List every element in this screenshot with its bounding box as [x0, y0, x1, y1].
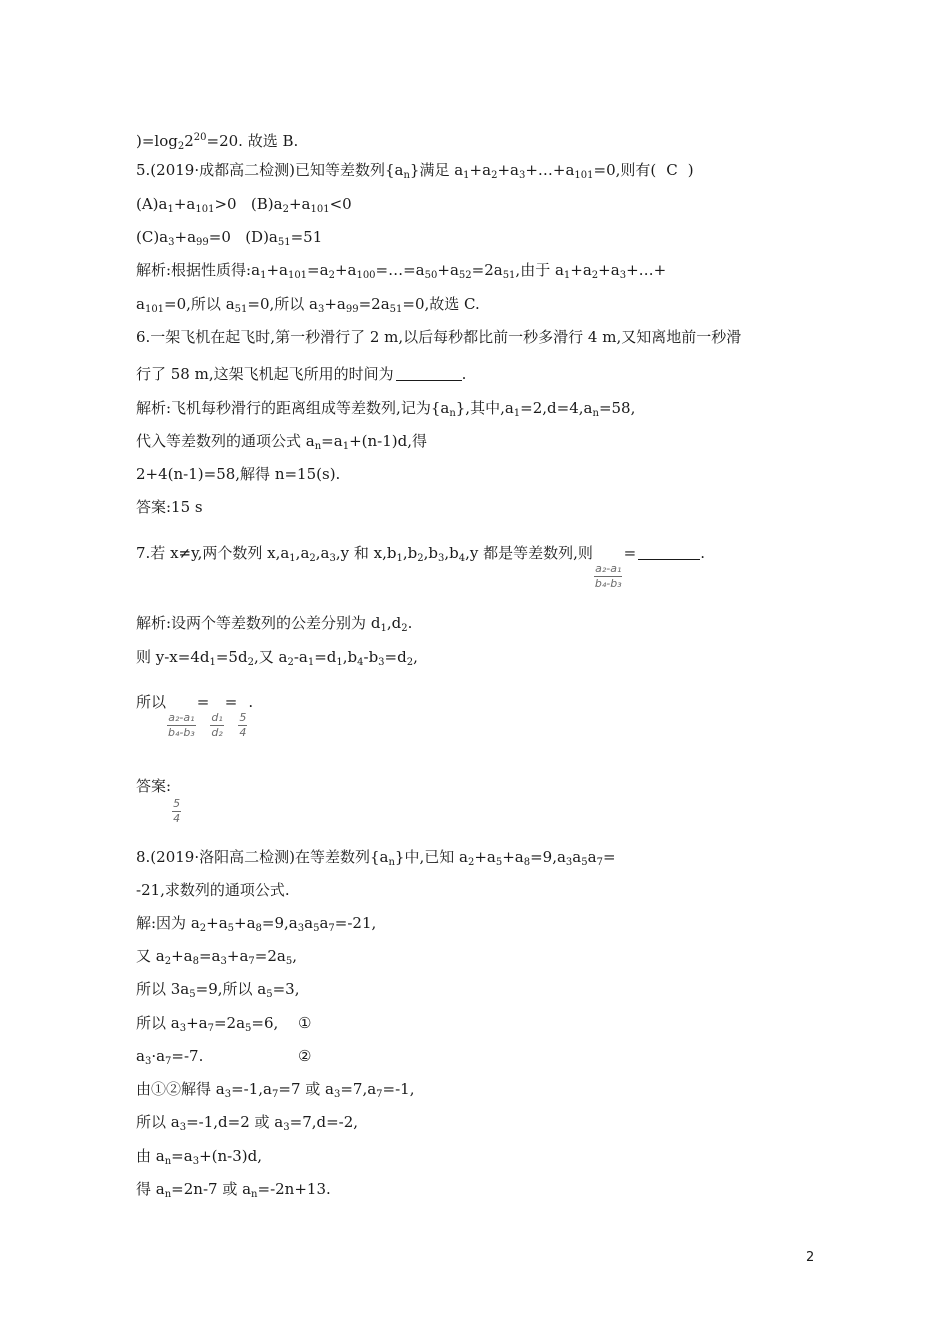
text-fragment: a [587, 848, 597, 866]
question-7-solution-2 [136, 647, 418, 673]
text-fragment: 3 [619, 270, 627, 281]
text-fragment: 2+4(n-1)=58,解得 n=15(s). [136, 465, 341, 483]
answer-blank [396, 366, 462, 381]
text-fragment: =-1,d=2 或 a [186, 1113, 284, 1131]
text-fragment: 101 [195, 204, 215, 215]
question-8-stem-2 [136, 880, 290, 900]
text-fragment: 3 [192, 1156, 200, 1167]
text-fragment: =7,a [340, 1080, 377, 1098]
text-fragment: ② [298, 1047, 312, 1065]
question-8-step-4 [136, 1013, 278, 1039]
text-fragment: +a [206, 914, 228, 932]
text-fragment: <0 [329, 195, 352, 213]
question-7-solution-3 [136, 692, 253, 739]
question-7-stem [136, 543, 705, 590]
text-fragment: 1 [380, 623, 387, 634]
text-fragment: 2 [309, 553, 316, 564]
text-fragment: 1 [209, 657, 216, 668]
text-fragment: 1 [342, 441, 350, 452]
question-7-solution-1 [136, 613, 412, 639]
fraction [167, 712, 196, 739]
text-fragment: 3 [224, 1089, 232, 1100]
text-fragment: = [602, 848, 616, 866]
question-8-step-5 [136, 1046, 203, 1072]
text-fragment: 3 [179, 1122, 187, 1133]
text-fragment: ,由于 a [515, 261, 564, 279]
text-fragment: 52 [458, 270, 472, 281]
text-fragment: =0,则有( [593, 161, 657, 179]
text-fragment: (C)a [136, 228, 169, 246]
text-fragment: 99 [345, 304, 359, 315]
text-fragment: 3 [297, 923, 305, 934]
text-fragment: 7.若 x≠y,两个数列 x,a [136, 544, 290, 562]
text-fragment: +a [324, 295, 346, 313]
text-fragment: 2 [491, 170, 498, 181]
text-fragment: 5 [581, 857, 588, 868]
text-fragment: ,y 都是等差数列,则 [465, 544, 593, 562]
text-fragment: (A)a [136, 195, 168, 213]
text-fragment: 2 [164, 956, 172, 967]
text-fragment: 51 [277, 237, 291, 248]
text-fragment: 4 [239, 726, 247, 739]
text-fragment: 8 [192, 956, 199, 967]
question-8-step-7 [136, 1112, 358, 1138]
text-fragment: =d [314, 648, 337, 666]
text-fragment: 2 [177, 141, 185, 152]
question-6-stem-2 [136, 364, 466, 384]
text-fragment: = [224, 693, 238, 711]
fraction [238, 712, 247, 739]
text-fragment: 101 [287, 270, 308, 281]
text-fragment: 所以 a [136, 1014, 180, 1032]
text-line [136, 128, 298, 157]
text-fragment: . [461, 365, 467, 383]
text-fragment: +(n-3)d, [199, 1147, 262, 1165]
fraction [210, 712, 223, 739]
equation-marker-2 [298, 1046, 311, 1066]
text-fragment: 1 [396, 553, 403, 564]
text-fragment: =a [171, 1147, 193, 1165]
text-fragment: )=log [136, 132, 178, 150]
text-fragment: . [700, 544, 705, 562]
question-8-step-1 [136, 913, 376, 939]
text-fragment: =-7. [171, 1047, 204, 1065]
text-fragment: 6.一架飞机在起飞时,第一秒滑行了 2 m,以后每秒都比前一秒多滑行 4 m,又知离地前一秒滑 [136, 328, 742, 346]
question-6-stem-1 [136, 327, 741, 347]
text-fragment: 5.(2019·成都高二检测)已知等差数列{a [136, 161, 404, 179]
text-fragment: 5 [173, 797, 181, 810]
text-fragment: +a [598, 261, 620, 279]
text-fragment: =a [198, 947, 221, 965]
question-8-step-8 [136, 1146, 262, 1172]
text-fragment: 3 [333, 1089, 341, 1100]
question-5-options-cd [136, 227, 322, 253]
text-fragment: =9,所以 a [195, 980, 267, 998]
text-fragment: 1 [289, 553, 296, 564]
text-fragment: n [164, 1189, 172, 1200]
text-fragment: 51 [502, 270, 516, 281]
text-fragment: =0,故选 C. [402, 295, 480, 313]
question-5-options-ab [136, 194, 352, 220]
question-6-solution-1 [136, 398, 635, 424]
text-fragment: 7 [248, 956, 255, 967]
text-fragment: 2 [282, 204, 289, 215]
question-5-stem [136, 160, 694, 186]
text-fragment: ,y 和 x,b [335, 544, 397, 562]
text-fragment: 20 [193, 132, 207, 143]
text-fragment: n [403, 170, 410, 181]
text-fragment: 2 [401, 623, 408, 634]
text-fragment: 解析:飞机每秒滑行的距离组成等差数列,记为{a [136, 399, 450, 417]
text-fragment: a [304, 914, 314, 932]
text-fragment: 2 [184, 132, 194, 150]
text-fragment: -21,求数列的通项公式. [136, 881, 290, 899]
text-fragment: n [449, 408, 456, 419]
text-fragment: =2,d=4,a [520, 399, 593, 417]
text-fragment: ,又 a [253, 648, 288, 666]
text-fragment: 由 a [136, 1147, 165, 1165]
text-fragment: +a [173, 195, 196, 213]
text-fragment: (B)a [250, 195, 283, 213]
text-fragment: 1 [513, 408, 521, 419]
text-fragment: ,b [342, 648, 358, 666]
text-fragment: },其中,a [455, 399, 514, 417]
text-fragment: 7 [376, 1089, 383, 1100]
text-fragment: >0 [214, 195, 237, 213]
text-fragment: 5 [239, 711, 247, 724]
text-fragment: +a [266, 261, 288, 279]
text-fragment: 所以 a [136, 1113, 180, 1131]
question-7-answer [136, 776, 182, 825]
text-fragment: 101 [574, 170, 594, 181]
text-fragment: 3 [168, 237, 175, 248]
text-fragment: 5 [313, 923, 320, 934]
text-fragment: 4 [458, 553, 466, 564]
text-fragment: 解:因为 a [136, 914, 200, 932]
text-fragment: 由①②解得 a [136, 1080, 225, 1098]
text-fragment: . [407, 614, 413, 632]
text-fragment: ,b [444, 544, 459, 562]
text-fragment: = [196, 693, 210, 711]
text-fragment: 50 [424, 270, 438, 281]
text-fragment: }中,已知 a [394, 848, 468, 866]
text-fragment: }满足 a [409, 161, 464, 179]
text-fragment: =2a [213, 1014, 246, 1032]
text-fragment: 答案: [136, 777, 172, 795]
text-fragment: a [136, 295, 145, 313]
text-fragment: =20. 故选 B. [206, 132, 299, 150]
text-fragment: a₂-a₁ [168, 711, 195, 724]
text-fragment: 3 [179, 1023, 187, 1034]
text-fragment: =58, [598, 399, 636, 417]
text-fragment: -a [293, 648, 308, 666]
text-fragment: +a [288, 195, 311, 213]
answer-blank [638, 545, 700, 560]
text-fragment: +a [570, 261, 592, 279]
text-fragment: ,a [295, 544, 310, 562]
question-5-solution-1 [136, 260, 666, 286]
text-fragment: 所以 [136, 693, 167, 711]
text-fragment: ,d [386, 614, 402, 632]
text-fragment: 所以 3a [136, 980, 190, 998]
text-fragment: 3 [565, 857, 573, 868]
text-fragment: 3 [317, 304, 325, 315]
text-fragment: 3 [378, 657, 385, 668]
text-fragment: 1 [463, 170, 470, 181]
text-fragment: =6, [251, 1014, 279, 1032]
question-6-solution-2 [136, 431, 427, 457]
text-fragment: 8 [523, 857, 531, 868]
text-fragment: 3 [437, 553, 445, 564]
text-fragment: 7 [596, 857, 603, 868]
text-fragment: b₄-b₃ [168, 726, 195, 739]
text-fragment: n [592, 408, 599, 419]
text-fragment: ·a [151, 1047, 166, 1065]
text-fragment: 1 [336, 657, 343, 668]
text-fragment: a [572, 848, 582, 866]
text-fragment: 则 y-x=4d [136, 648, 210, 666]
text-fragment: =…=a [375, 261, 425, 279]
text-fragment: =51 [290, 228, 323, 246]
text-fragment: n [164, 1156, 172, 1167]
fraction [594, 563, 623, 590]
question-8-step-9 [136, 1179, 331, 1205]
text-fragment: =2a [471, 261, 503, 279]
text-fragment: 得 a [136, 1180, 165, 1198]
text-fragment: 1 [307, 657, 315, 668]
text-fragment: =2a [254, 947, 286, 965]
text-fragment: =3, [272, 980, 300, 998]
text-fragment: +…+ [626, 261, 667, 279]
text-fragment: ① [298, 1014, 312, 1032]
text-fragment: 5 [227, 923, 235, 934]
text-fragment: 5 [245, 1023, 252, 1034]
text-fragment: 4 [173, 812, 181, 825]
text-fragment: =9,a [261, 914, 298, 932]
text-fragment: 8.(2019·洛阳高二检测)在等差数列{a [136, 848, 389, 866]
question-8-step-6 [136, 1079, 415, 1105]
text-fragment: 99 [196, 237, 209, 248]
text-fragment: n [314, 441, 322, 452]
text-fragment: = [623, 544, 637, 562]
text-fragment: b₄-b₃ [594, 577, 622, 590]
text-fragment: 2 [287, 657, 294, 668]
text-fragment: 5 [266, 989, 273, 1000]
text-fragment: +a [474, 848, 496, 866]
text-fragment: +a [171, 947, 193, 965]
text-fragment: +a [234, 914, 256, 932]
text-fragment: 5 [495, 857, 503, 868]
text-fragment: 2 [591, 270, 599, 281]
text-fragment: =0,所以 a [247, 295, 318, 313]
text-fragment: 2 [247, 657, 254, 668]
equation-marker-1 [298, 1013, 311, 1033]
text-fragment: 100 [356, 270, 376, 281]
text-fragment: =-21, [334, 914, 377, 932]
text-fragment: =-1, [382, 1080, 415, 1098]
text-fragment: 1 [563, 270, 571, 281]
text-fragment: +a [186, 1014, 208, 1032]
text-fragment: 解析:设两个等差数列的公差分别为 d [136, 614, 381, 632]
text-fragment: 3 [144, 1056, 152, 1067]
page-number: 2 [806, 1250, 815, 1265]
text-fragment: =-1,a [231, 1080, 272, 1098]
text-fragment: n [251, 1189, 258, 1200]
text-fragment: 7 [165, 1056, 172, 1067]
text-fragment: =0,所以 a [164, 295, 235, 313]
text-fragment: 51 [389, 304, 403, 315]
text-fragment: 5 [189, 989, 196, 1000]
text-fragment: +a [174, 228, 197, 246]
text-fragment: +a [497, 161, 519, 179]
text-fragment: 8 [255, 923, 262, 934]
text-fragment: ,b [423, 544, 438, 562]
text-fragment: +a [502, 848, 524, 866]
text-fragment: ,a [315, 544, 330, 562]
text-fragment: a₂-a₁ [595, 562, 622, 575]
text-fragment: +(n-1)d,得 [349, 432, 427, 450]
text-fragment: , [292, 947, 297, 965]
text-fragment: ,b [402, 544, 418, 562]
text-fragment: =2n-7 或 a [171, 1180, 252, 1198]
text-fragment: =a [307, 261, 329, 279]
text-fragment: 3 [518, 170, 526, 181]
text-fragment: d₂ [211, 726, 223, 739]
text-fragment: +a [226, 947, 249, 965]
text-fragment: 7 [328, 923, 335, 934]
text-fragment: -b [363, 648, 379, 666]
text-fragment: 2 [406, 657, 414, 668]
question-6-answer [136, 497, 203, 517]
text-fragment: . [248, 693, 254, 711]
text-fragment: 7 [207, 1023, 214, 1034]
text-fragment: d₁ [211, 711, 223, 724]
text-fragment: 代入等差数列的通项公式 a [136, 432, 315, 450]
text-fragment: a [136, 1047, 145, 1065]
text-fragment: 1 [260, 270, 267, 281]
text-fragment: 7 [272, 1089, 279, 1100]
text-fragment: 101 [310, 204, 330, 215]
question-8-step-2 [136, 946, 297, 972]
text-fragment: ) [687, 161, 694, 179]
text-fragment: 4 [357, 657, 364, 668]
text-fragment: +a [469, 161, 492, 179]
question-5-solution-2 [136, 294, 480, 320]
text-fragment: +a [437, 261, 459, 279]
text-fragment: =9,a [530, 848, 566, 866]
text-fragment: =a [321, 432, 343, 450]
text-fragment: 51 [234, 304, 248, 315]
question-6-solution-3 [136, 464, 340, 484]
text-fragment: (D)a [245, 228, 278, 246]
answer-letter: C [666, 161, 678, 179]
text-fragment: 2 [199, 923, 207, 934]
text-fragment: 行了 58 m,这架飞机起飞所用的时间为 [136, 365, 394, 383]
text-fragment: =d [384, 648, 407, 666]
text-fragment: a [319, 914, 329, 932]
text-fragment: 5 [285, 956, 293, 967]
text-fragment: +…+a [525, 161, 575, 179]
text-fragment: =2a [358, 295, 390, 313]
text-fragment: =7,d=-2, [289, 1113, 359, 1131]
text-fragment: =-2n+13. [257, 1180, 331, 1198]
text-fragment: 3 [283, 1122, 290, 1133]
text-fragment: , [413, 648, 418, 666]
text-fragment: =0 [208, 228, 231, 246]
text-fragment: 2 [417, 553, 424, 564]
text-fragment: =7 或 a [278, 1080, 334, 1098]
question-8-step-3 [136, 979, 300, 1005]
text-fragment: 3 [329, 553, 336, 564]
text-fragment: n [388, 857, 395, 868]
text-fragment: 3 [220, 956, 227, 967]
text-fragment: 101 [144, 304, 165, 315]
question-8-stem-1 [136, 847, 616, 873]
text-fragment: 答案:15 s [136, 498, 203, 516]
text-fragment: 解析:根据性质得:a [136, 261, 261, 279]
fraction [172, 798, 181, 825]
text-fragment: 1 [167, 204, 174, 215]
text-fragment: 又 a [136, 947, 165, 965]
text-fragment: +a [334, 261, 357, 279]
text-fragment: 2 [328, 270, 335, 281]
text-fragment: 2 [467, 857, 475, 868]
text-fragment: =5d [215, 648, 248, 666]
